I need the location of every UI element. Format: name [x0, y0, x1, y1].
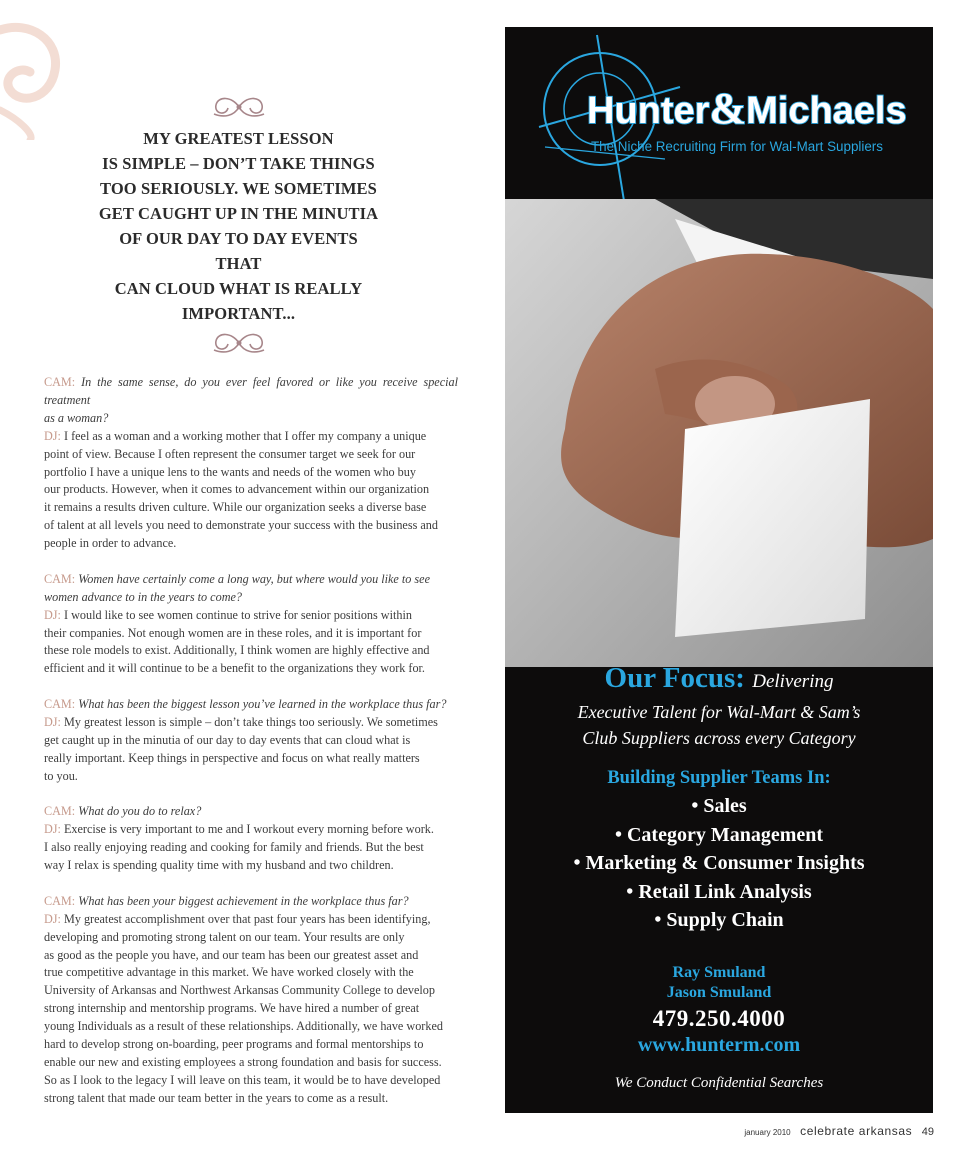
logo-hunter: Hunter — [587, 90, 710, 132]
speaker-label: DJ: — [44, 911, 61, 926]
team-item: • Sales — [505, 792, 933, 821]
answer-line: point of view. Because I often represent the consumer target we seek for our — [44, 446, 416, 461]
question-line: What do you do to relax? — [78, 804, 202, 819]
pull-quote-line: IS SIMPLE – DON’T TAKE THINGS — [102, 154, 375, 173]
team-item: • Marketing & Consumer Insights — [505, 849, 933, 878]
team-item: • Supply Chain — [505, 906, 933, 935]
answer — [44, 607, 458, 679]
qa-pair — [44, 696, 458, 786]
answer-line: to you. — [44, 768, 78, 783]
question — [44, 374, 458, 428]
teams-heading: Building Supplier Teams In: — [607, 768, 831, 788]
answer-line: young Individuals as a result of these relationships. Additionally, we have worked — [44, 1019, 443, 1034]
focus-delivering: Delivering — [752, 671, 834, 692]
photo-illustration — [505, 199, 933, 667]
answer — [44, 821, 458, 875]
answer-line: these role models to exist. Additionally, I think women are highly effective and — [44, 643, 430, 658]
contact-names — [505, 963, 933, 1003]
answer-line: I would like to see women continue to strive for senior positions within — [63, 607, 412, 622]
speaker-label: DJ: — [44, 715, 61, 729]
answer-line: University of Arkansas and Northwest Arkansas Community College to develop — [44, 983, 435, 998]
confidential-tagline: We Conduct Confidential Searches — [614, 1075, 824, 1091]
answer — [44, 911, 458, 1108]
svg-text:Hunter&Michaels — [587, 84, 907, 133]
answer-line: Exercise is very important to me and I workout every morning before work. — [63, 822, 434, 837]
phone-number: 479.250.4000 — [652, 1006, 786, 1031]
answer-line: get caught up in the minutia of our day to day events that can cloud what is — [44, 732, 411, 747]
hand-holding-business-card-photo — [505, 199, 933, 667]
answer-line: true competitive advantage in this market. We have worked closely with the — [44, 965, 414, 980]
contact-name: Jason Smuland — [666, 984, 772, 1001]
qa-pair — [44, 893, 458, 1108]
pull-quote-line: CAN CLOUD WHAT IS REALLY — [114, 279, 363, 298]
speaker-label: CAM: — [44, 804, 76, 819]
teams-list — [505, 792, 933, 935]
answer-line: My greatest accomplishment over that past four years has been identifying, — [63, 911, 431, 926]
interview-article — [44, 374, 458, 1126]
pull-quote-line: GET CAUGHT UP IN THE MINUTIA — [98, 204, 379, 223]
question-line: What has been your biggest achievement in the workplace thus far? — [78, 893, 409, 908]
speaker-label: CAM: — [44, 375, 76, 389]
answer-line: I also really enjoying reading and cooking for family and friends. But the best — [44, 840, 424, 855]
speaker-label: DJ: — [44, 822, 61, 837]
team-item: • Category Management — [505, 821, 933, 850]
logo-tagline: The Niche Recruiting Firm for Wal-Mart Suppliers — [591, 139, 883, 154]
hunter-michaels-advertisement — [505, 27, 933, 1113]
answer-line: as good as the people you have, and our team has been our greatest asset and — [44, 947, 419, 962]
answer-line: it remains a results driven culture. While our organization seeks a diverse base — [44, 500, 427, 515]
speaker-label: DJ: — [44, 607, 61, 622]
speaker-label: CAM: — [44, 571, 76, 586]
pull-quote-line: TOO SERIOUSLY. WE SOMETIMES — [100, 179, 377, 198]
answer-line: our products. However, when it comes to advancement within our organization — [44, 482, 430, 497]
question — [44, 803, 458, 821]
answer-line: My greatest lesson is simple – don’t take things too seriously. We sometimes — [63, 715, 438, 729]
answer-line: I feel as a woman and a working mother that I offer my company a unique — [63, 428, 427, 443]
issue-date: january 2010 — [744, 1128, 791, 1137]
answer-line: portfolio I have a unique lens to the wants and needs of the women who buy — [44, 464, 416, 479]
answer-line: hard to develop strong on-boarding, peer programs and formal mentorships to — [44, 1037, 424, 1052]
qa-pair — [44, 374, 458, 553]
page-number: 49 — [921, 1126, 934, 1138]
logo-ampersand: & — [709, 84, 747, 133]
answer-line: developing and promoting strong talent on our team. Your results are only — [44, 929, 405, 944]
answer-line: strong talent that made our team better in the years to come as a result. — [44, 1090, 389, 1105]
logo-michaels: Michaels — [746, 90, 907, 132]
flourish-ornament-top — [204, 92, 274, 122]
answer — [44, 714, 458, 786]
pull-quote-line: OF OUR DAY TO DAY EVENTS THAT — [119, 229, 358, 273]
speaker-label: CAM: — [44, 697, 76, 712]
answer-line: people in order to advance. — [44, 536, 177, 551]
contact-name: Ray Smuland — [672, 964, 766, 981]
question — [44, 696, 458, 714]
question-line: What has been the biggest lesson you’ve learned in the workplace thus far? — [78, 697, 447, 712]
website-link[interactable]: www.hunterm.com — [637, 1034, 801, 1056]
hunter-michaels-logo — [505, 27, 933, 217]
answer-line: way I relax is spending quality time with my husband and two children. — [44, 858, 394, 873]
pull-quote-text — [96, 126, 381, 326]
team-item: • Retail Link Analysis — [505, 878, 933, 907]
corner-swirl-ornament — [0, 10, 70, 140]
answer-line: their companies. Not enough women are in these roles, and it is important for — [44, 625, 422, 640]
answer-line: So as I look to the legacy I will leave on this team, it would be to have developed — [44, 1072, 441, 1087]
question-line: Women have certainly come a long way, but where would you like to see — [78, 571, 430, 586]
pull-quote-line: IMPORTANT... — [181, 304, 296, 323]
focus-line-3: Club Suppliers across every Category — [582, 728, 856, 748]
magazine-name: celebrate arkansas — [800, 1124, 913, 1138]
answer-line: efficient and it will continue to be a benefit to the organizations they work for. — [44, 661, 425, 676]
question-line: women advance to in the years to come? — [44, 589, 242, 604]
pull-quote-line: MY GREATEST LESSON — [143, 129, 334, 148]
page-footer — [744, 1122, 934, 1140]
focus-line-2: Executive Talent for Wal-Mart & Sam’s — [577, 702, 861, 722]
focus-statement — [505, 661, 933, 751]
pull-quote — [96, 92, 381, 358]
qa-pair — [44, 803, 458, 875]
question — [44, 893, 458, 911]
focus-title: Our Focus: — [604, 662, 745, 694]
flourish-ornament-bottom — [204, 328, 274, 358]
answer-line: really important. Keep things in perspective and focus on what really matters — [44, 750, 420, 765]
question-line: In the same sense, do you ever feel favored or like you receive special treatment — [44, 375, 458, 407]
speaker-label: DJ: — [44, 428, 61, 443]
answer-line: strong internship and mentorship programs. We have hired a number of great — [44, 1001, 420, 1016]
speaker-label: CAM: — [44, 893, 76, 908]
question — [44, 571, 458, 607]
answer-line: of talent at all levels you need to demonstrate your success with the business and — [44, 518, 438, 533]
qa-pair — [44, 571, 458, 678]
answer — [44, 428, 458, 553]
question-line: as a woman? — [44, 410, 109, 425]
answer-line: enable our new and existing employees a strong foundation and basis for success. — [44, 1055, 442, 1069]
